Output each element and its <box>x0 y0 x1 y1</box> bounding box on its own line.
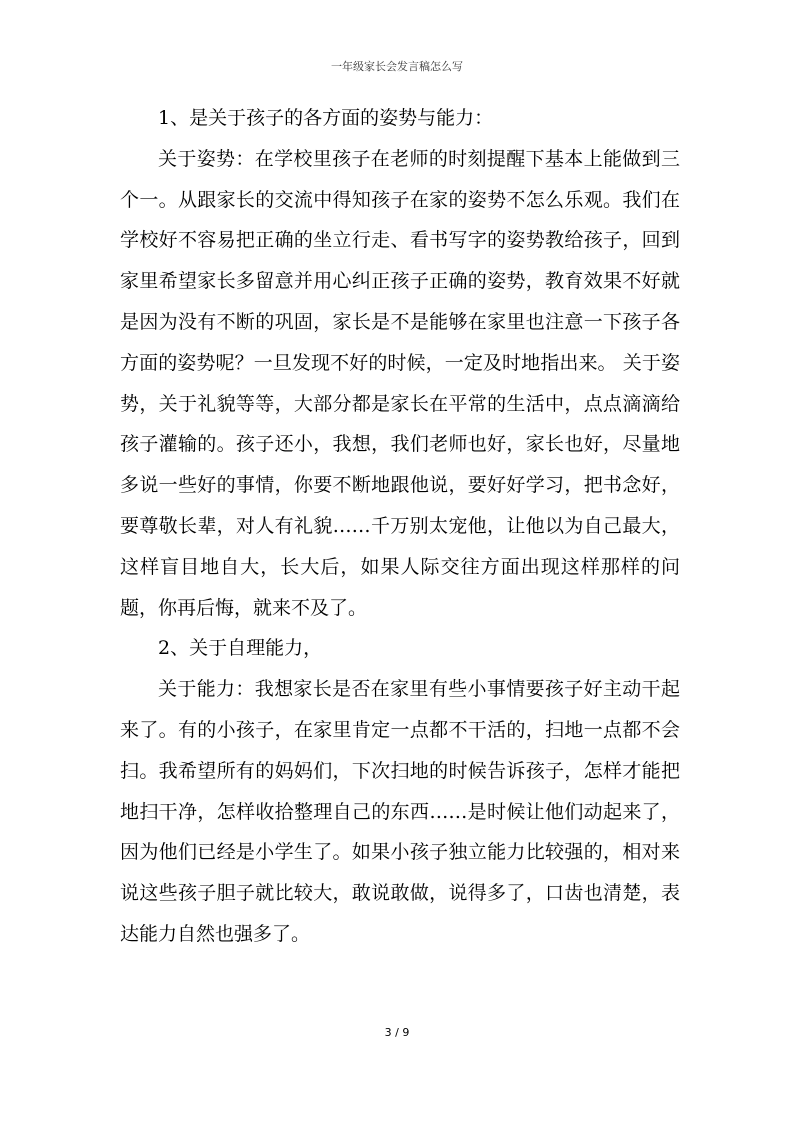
page-number: 3 / 9 <box>384 1026 410 1039</box>
section-heading-1: 1、是关于孩子的各方面的姿势与能力： <box>158 107 494 129</box>
document-body <box>120 98 680 955</box>
section-heading-2: 2、关于自理能力， <box>158 637 323 660</box>
page-header: 一年级家长会发言稿怎么写 <box>331 60 463 73</box>
paragraph-ability: 关于能力：我想家长是否在家里有些小事情要孩子好主动干起来了。有的小孩子，在家里肯定一点都不干活的，扫地一点都不会扫。我希望所有的妈妈们，下次扫地的时候告诉孩子，怎样才能把地扫干净，怎样收拾整理自己的东西……是时候让他们动起来了，因为他们已经是小学生了。如果小孩子独立能力比较强的，相对来说这些孩子胆子就比较大，敢说敢做，说得多了，口齿也清楚，表达能力自然也强多了。 <box>120 678 680 945</box>
paragraph-posture: 关于姿势：在学校里孩子在老师的时刻提醒下基本上能做到三个一。从跟家长的交流中得知孩子在家的姿势不怎么乐观。我们在学校好不容易把正确的坐立行走、看书写字的姿势教给孩子，回到家里希望家长多留意并用心纠正孩子正确的姿势，教育效果不好就是因为没有不断的巩固，家长是不是能够在家里也注意一下孩子各方面的姿势呢？一旦发现不好的时候，一定及时地指出来。 关于姿势，关于礼貌等等，大部分都是家长在平常的生活中，点点滴滴给孩子灌输的。孩子还小，我想，我们老师也好，家长也好，尽量地多说一些好的事情，你要不断地跟他说，要好好学习，把书念好，要尊敬长辈，对人有礼貌……千万别太宠他，让他以为自己最大，这样盲目地自大，长大后，如果人际交往方面出现这样那样的问题，你再后悔，就来不及了。 <box>120 147 680 619</box>
